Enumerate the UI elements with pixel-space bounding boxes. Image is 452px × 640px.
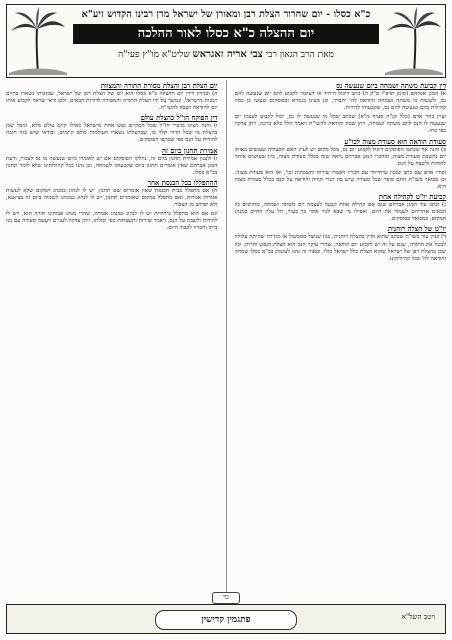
paragraph: ה) ובנידון דידן יום ההצלה כ"א כסלו הוא יום של הצלת רבן של ישראל, שבזכותו נשארו בחיים רבבות מישראל, ונמשך על ידו הצלת התורה והמסורה לדורות הבאים, ולכן ודאי שראוי לקבוע אותו יום להודאה ושבח להשי"ת. <box>6 91 218 112</box>
paragraph: ד) ועיין עוד בשו"ת שכתב שהוא הדין בהצלה רוחנית, כגון שניצל ממכשול או מגזירה שהיתה עלולה לבטל את התורה, שגם על זה יש לקבוע יום הודאה, שהרי עיקר הנס הוא הצלת הנפש והרוח, וכל שכן בהצלת רבן של ישראל שהוא הצלת כלל ישראל כולו, ובאור זה נהגו לעשות בכ"א כסלו שמחה והודאה לה' בכל קהילותינו. <box>234 234 446 262</box>
section-heading: סעודת הודאה הוא סעודת מצוה לכו"ע <box>344 137 446 146</box>
paragraph: ז) ולענין אמירת תחנון ביום זה, נחלקו הפוסקים אם יש לאומרו ביום שנעשה בו נס לצבור, ודעת המגן אברהם שאין אומרים תחנון ביום שקבעוהו לשמחה, וכן נהגו בכל קהילותינו שלא לומר תחנון בכ"א כסלו. <box>6 155 218 176</box>
article-body <box>6 80 446 600</box>
paragraph: ובחיי אדם שם כתב שנכון שיתייחד עם חבריו ויאמרו שירות ותשבחות וכו', ואז הוא סעודת מצוה. וכן מבואר בשו"ת חתם סופר שכל סעודה שיש בה דברי תורה והודאה על הנס בכלל סעודת מצוה היא. <box>234 169 446 191</box>
section-heading: יו"ט של הצלה רוחנית <box>387 225 446 234</box>
paragraph: וגם אם הוא מתפלל ביחידות יש לו לנהוג כמנהג אבותיו, שהרי מנהג אבותינו תורה הוא, ויש לו להודות ולשבח על הנס, ויאמר שירות ותשבחות כפי יכולתו, ויתן צדקה לעניים ויעשה סעודה עם בני ביתו וחבריו לכבוד היום. <box>6 211 218 232</box>
section-heading: אמירת תחנון ביום זה <box>162 146 218 155</box>
page-number: כד <box>212 592 240 604</box>
author-prefix: מאת הרב הגאון רבי <box>265 50 334 60</box>
author-name: צבי אריה זאגראש <box>192 49 263 60</box>
page-title: יום ההצלה כ"א כסלו לאור ההלכה <box>73 24 379 44</box>
footer-right-text: ויטב השל"א <box>401 613 435 621</box>
section-heading: יום הצלת רבן והצלת מסורת התורה והמצוות <box>100 82 218 90</box>
paragraph: ו) והנה מצינו בדברי חז"ל שכל המקיים נפש אחת מישראל כאילו קיים עולם מלא, ומכל שכן בהצלת מי שכל הדור תלוי בו, שבהצלתו נשארו העולמות כולם קיימים, ובודאי שיש בזה חובה להודות על הנס כפי שכתבו הפוסקים. <box>6 123 218 144</box>
paragraph: א) המגן אברהם (סימן תרפ"ו ס"ק ה) כתב דיכול היחיד או הציבור לקבוע להם יום שנעשה להם נס, ולעשות בו משתה ושמחה והודאה לה' יתברך, וכן מצינו בגמרא ובפוסקים שעשו כן כמה קהילות ביום שנעשה להם נס, שקבעוהו לדורות. <box>234 91 446 112</box>
section-heading: דין קביעת משתה ושמחה ביום שנעשה נס <box>336 82 446 90</box>
paragraph: ג) וכתב עוד המגן אברהם שגם אם קהילה אחת קבעה לעצמה יום משתה ושמחה, מחויבים כל הבאים אחריהם לשמור את היום, ואפילו מי שבא לגור אחר כך בעיר, חל עליו החיוב כמנהג המקום, כמבואר בפוסקים. <box>234 202 446 223</box>
header-banner <box>6 4 446 78</box>
left-column <box>6 80 218 600</box>
section-heading: דין הפוקח הו"ל כהצלת עולם <box>140 114 218 123</box>
paragraph: ועיין בחיי אדם (כלל קנ"ה סעיף מ"א) שכתב שכל מי שנעשה לו נס, יכול לקבוע לעצמו יום שנעשה לו הנס ליום משתה ושמחה, ויתן שבח והודאה להשי"ת ויאמר הלל בלא ברכה, ויתן צדקה כפי כחו. <box>234 114 446 135</box>
footer-banner <box>6 604 446 634</box>
paragraph: ב) והנה אף שכתבו הפוסקים דיכול לקבוע יום נס, מכל מקום יש לעיין האם הסעודה שעושים באותו יום נחשבת סעודת מצוה, ומדברי המגן אברהם נראה שזה בכלל סעודת מצוה, כיון שעושים אותה להודות ולשבח על הנס. <box>234 146 446 167</box>
author-suffix: שליט"א מו"ץ פעי"ה <box>118 50 190 60</box>
section-heading: ההתפללו בכל הכנסת אחר <box>147 178 218 187</box>
section-heading: קביעת יו"ט לקהילה אחת <box>378 193 446 202</box>
palm-tree-icon <box>385 7 443 75</box>
paragraph: ח) אם מתפלל בבית הכנסת שאין אומרים שם תחנון, יש לו לנהוג כמנהג המקום שלא לעשות אגודות אגודות, ואם מתפלל במקום שאומרים תחנון, יש לו לנהוג כמנהגו לשמוח ביום זה בצינעא, ולא יפרוש מן הצבור. <box>6 187 218 209</box>
author-line <box>71 49 381 60</box>
footer-title: פתגמין קדישין <box>155 610 297 630</box>
column-divider <box>226 80 227 600</box>
right-column <box>235 80 447 600</box>
header-top-line: כ"א כסלו - יום שחרור הצלת רבן ומאורן של ישראל מרן רבינו הקדוש זיע"א <box>81 9 371 20</box>
palm-tree-icon <box>9 7 67 75</box>
